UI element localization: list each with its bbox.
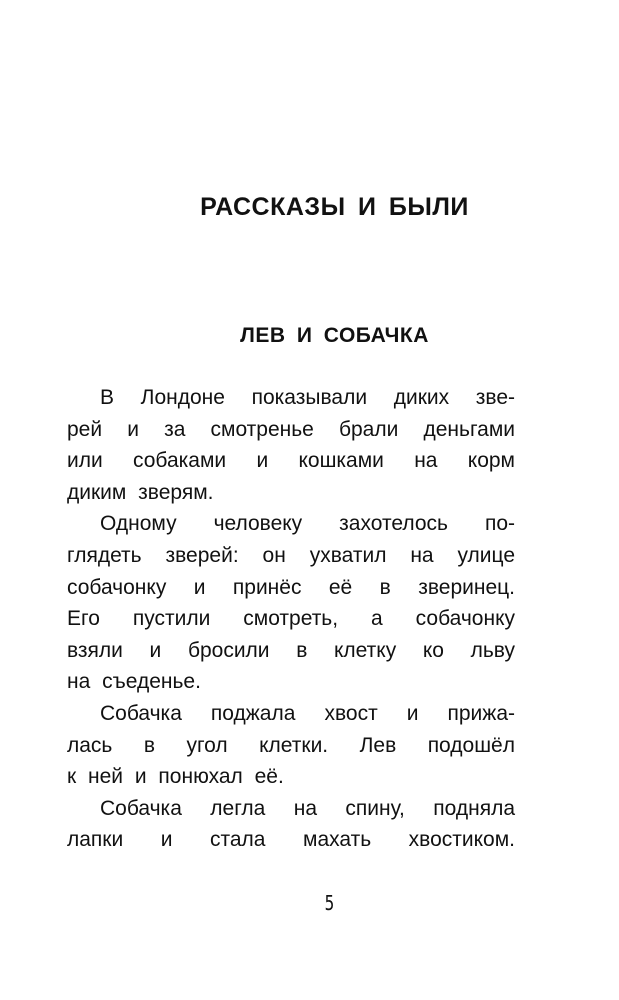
text-line: глядеть зверей: он ухватил на улице	[67, 543, 515, 567]
text-line: собачонку и принёс её в зверинец.	[67, 575, 515, 599]
text-line: Его пустили смотреть, а собачонку	[67, 607, 515, 631]
text-line: Одному человеку захотелось по-	[100, 512, 515, 536]
text-line: к ней и понюхал её.	[67, 765, 284, 789]
story-body	[67, 382, 515, 856]
text-line: Собачка легла на спину, подняла	[100, 796, 515, 820]
text-line: В Лондоне показывали диких зве-	[100, 386, 515, 409]
page-number: 5	[324, 891, 335, 915]
text-line: рей и за смотренье брали деньгами	[67, 417, 515, 441]
text-line: на съеденье.	[67, 670, 201, 694]
text-line: лапки и стала махать хвостиком.	[67, 828, 515, 852]
text-line: взяли и бросили в клетку ко льву	[67, 638, 515, 662]
text-line: Собачка поджала хвост и прижа-	[100, 701, 515, 725]
text-line: лась в угол клетки. Лев подошёл	[67, 733, 515, 757]
text-line: диким зверям.	[67, 480, 214, 504]
section-title: РАССКАЗЫ И БЫЛИ	[200, 193, 469, 221]
text-line: или собаками и кошками на корм	[67, 449, 515, 473]
story-title: ЛЕВ И СОБАЧКА	[240, 324, 429, 347]
